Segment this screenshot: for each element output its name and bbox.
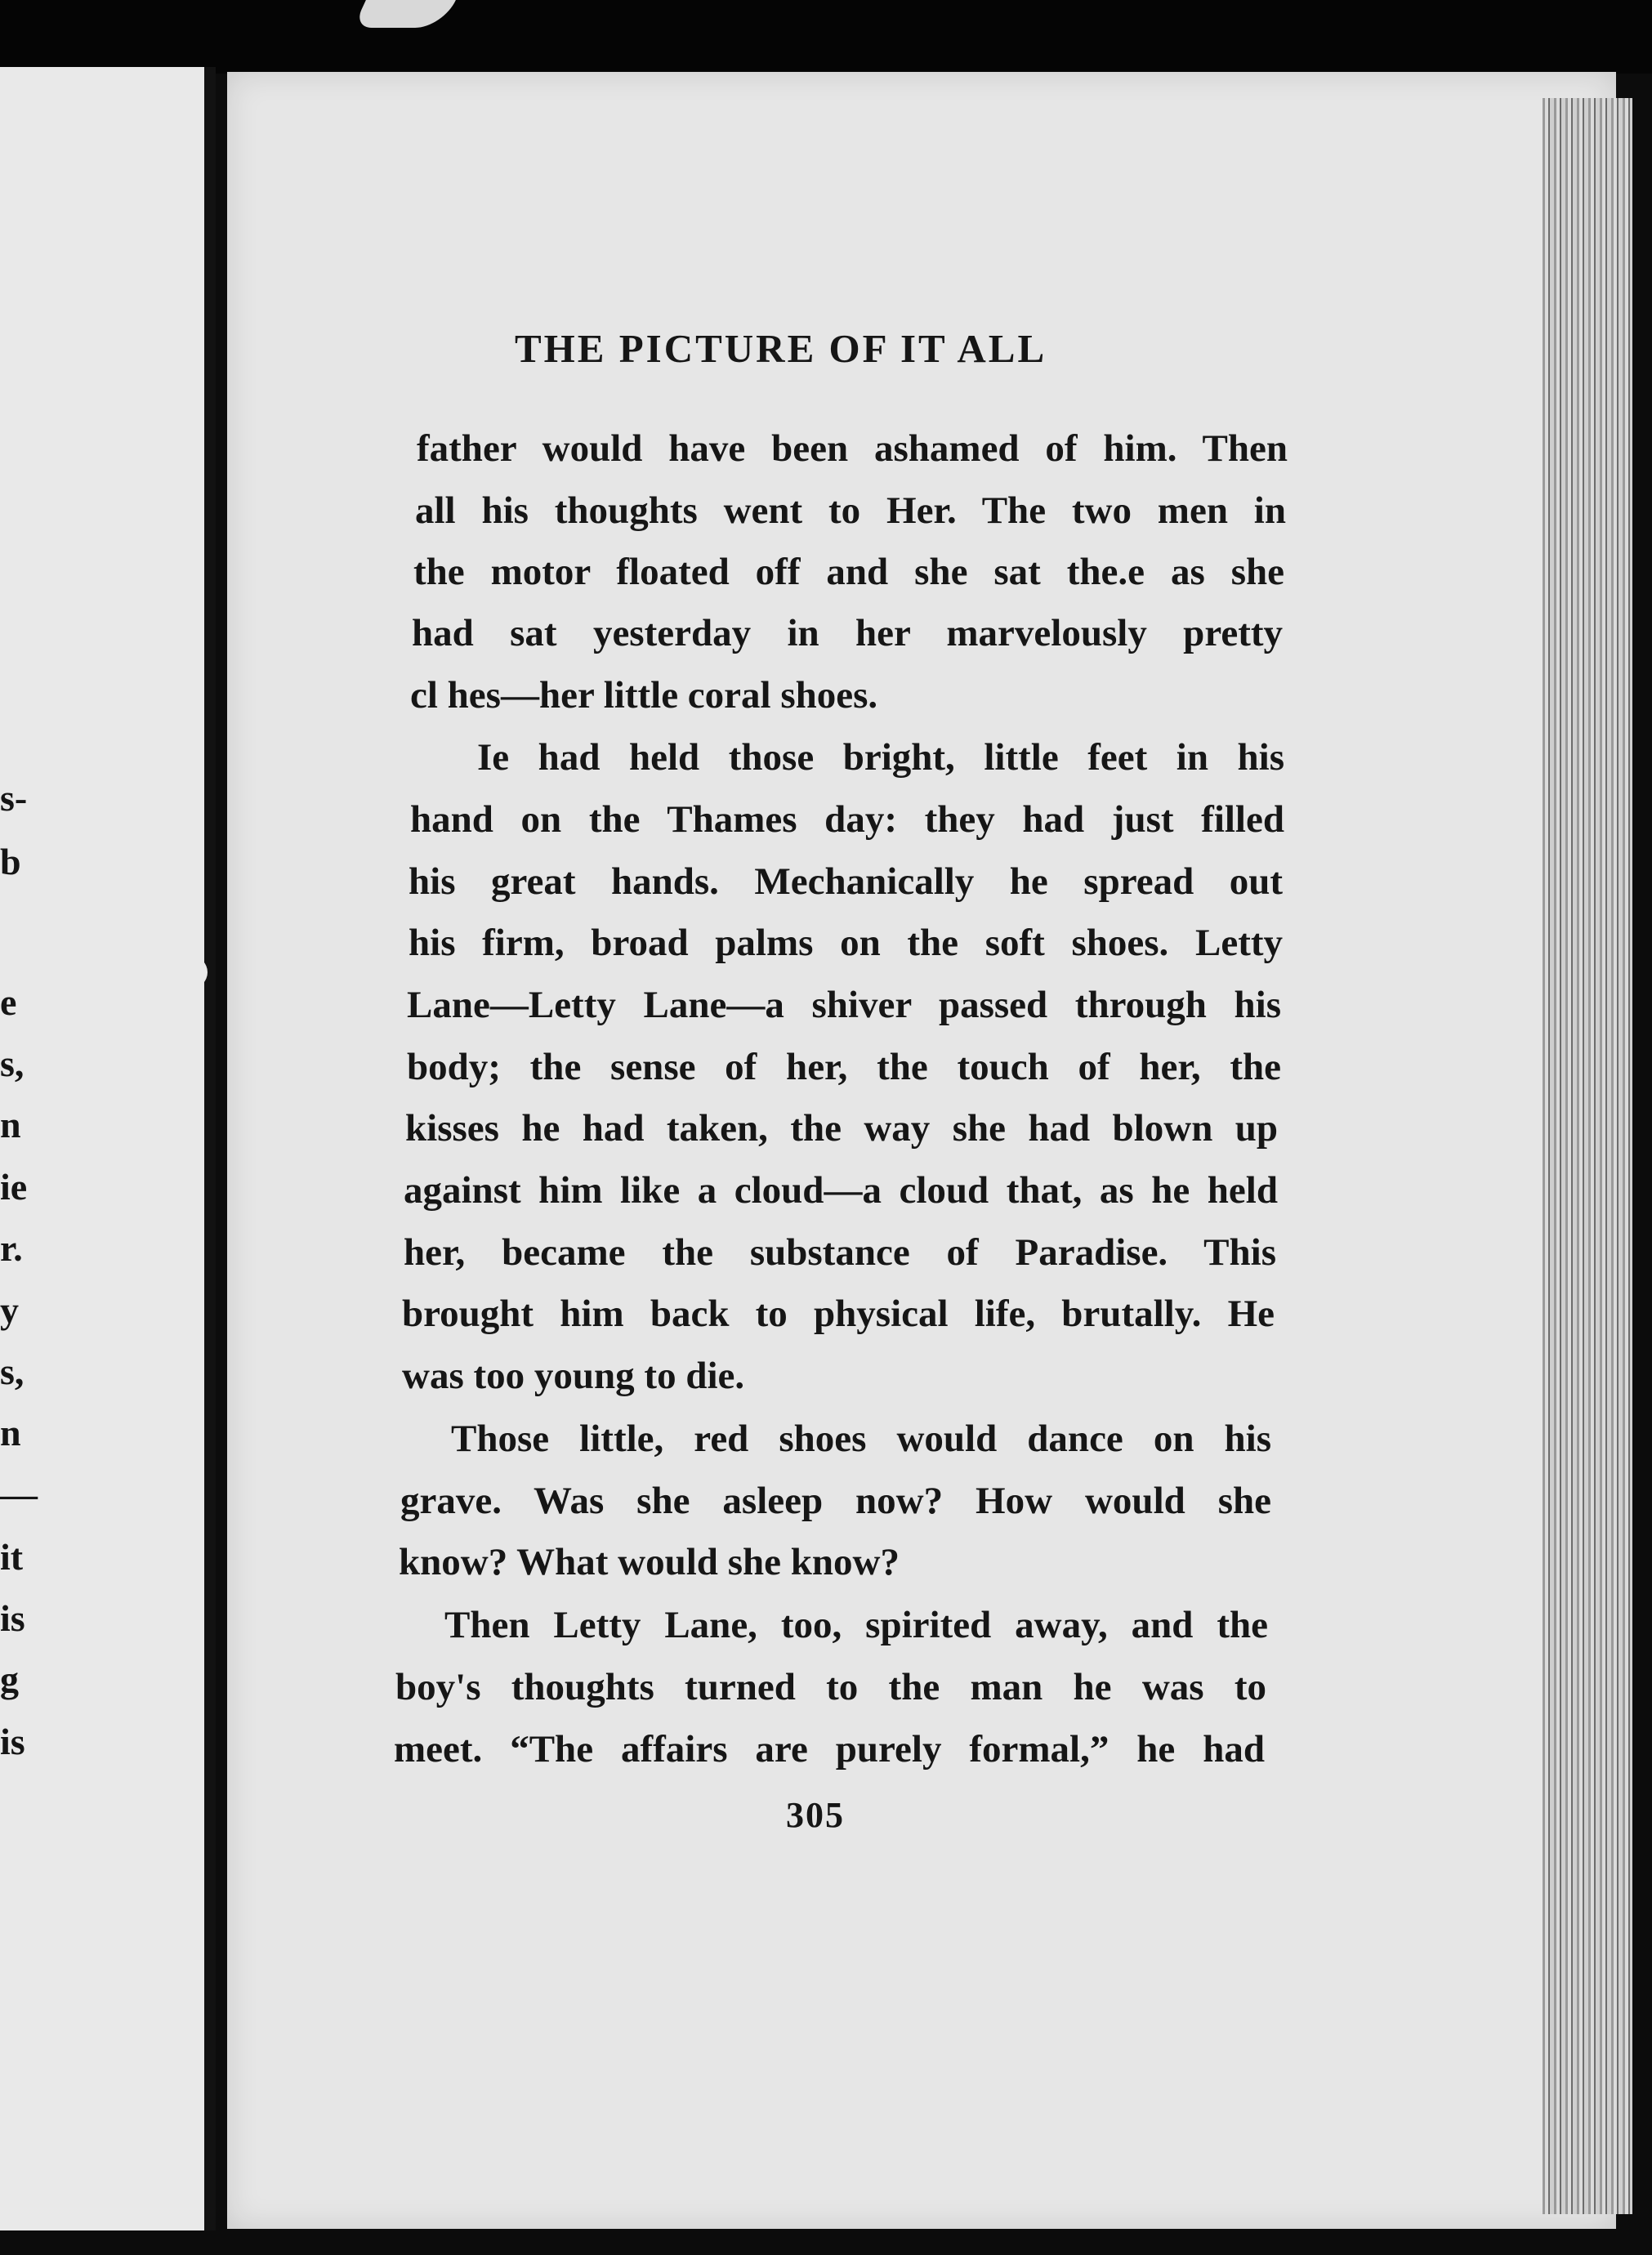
text-line: cl hes—her little coral shoes. [410, 674, 878, 717]
left-page-fragment: r. [0, 1227, 23, 1269]
text-line: was too young to die. [402, 1355, 745, 1397]
left-page-fragment: is [0, 1597, 25, 1639]
book-page [227, 72, 1616, 2229]
text-line: his firm, broad palms on the soft shoes. Letty [409, 922, 1283, 964]
left-page-fragment: n [0, 1412, 21, 1453]
text-line: Ie had held those bright, little feet in his [477, 736, 1284, 779]
text-line: hand on the Thames day: they had just filled [410, 798, 1284, 841]
left-page-fragment: is [0, 1721, 25, 1762]
page-stack-edge [1543, 98, 1632, 2214]
text-line: Lane—Letty Lane—a shiver passed through his [407, 984, 1281, 1026]
left-page-fragment: s- [0, 777, 28, 819]
page-number: 305 [786, 1795, 845, 1835]
left-page-fragment: s, [0, 1351, 25, 1392]
text-line: boy's thoughts turned to the man he was to [395, 1666, 1266, 1708]
text-line: her, became the substance of Paradise. This [404, 1231, 1276, 1274]
running-head: THE PICTURE OF IT ALL [515, 326, 1047, 371]
text-line: the motor floated off and she sat the.e as she [413, 551, 1284, 593]
left-page-fragment: n [0, 1104, 21, 1145]
text-line: all his thoughts went to Her. The two men in [415, 489, 1286, 532]
scan-border-top [0, 0, 1652, 74]
left-page-fragment: b [0, 841, 21, 882]
left-page-fragment: — [0, 1473, 38, 1515]
left-page-fragment: s, [0, 1043, 25, 1084]
text-line: had sat yesterday in her marvelously pretty [412, 612, 1283, 654]
text-line: Then Letty Lane, too, spirited away, and the [444, 1604, 1268, 1646]
text-line: body; the sense of her, the touch of her, the [407, 1046, 1281, 1088]
left-page-fragment: it [0, 1536, 24, 1578]
text-line: kisses he had taken, the way she had blown up [405, 1107, 1278, 1150]
text-line: his great hands. Mechanically he spread out [409, 860, 1283, 903]
text-line: brought him back to physical life, brutally. He [402, 1293, 1275, 1335]
left-page-fragment: y [0, 1289, 19, 1331]
left-page-fragment: g [0, 1659, 19, 1700]
left-page-fragment: ie [0, 1166, 28, 1208]
text-line: father would have been ashamed of him. Then [417, 427, 1288, 470]
text-line: know? What would she know? [399, 1541, 900, 1583]
text-line: grave. Was she asleep now? How would she [400, 1480, 1271, 1522]
text-line: against him like a cloud—a cloud that, as he held [404, 1169, 1278, 1212]
text-line: Those little, red shoes would dance on his [451, 1418, 1271, 1460]
previous-page-edge [0, 67, 216, 2230]
text-line: meet. “The affairs are purely formal,” he had [394, 1728, 1265, 1771]
left-page-fragment: e [0, 981, 17, 1023]
